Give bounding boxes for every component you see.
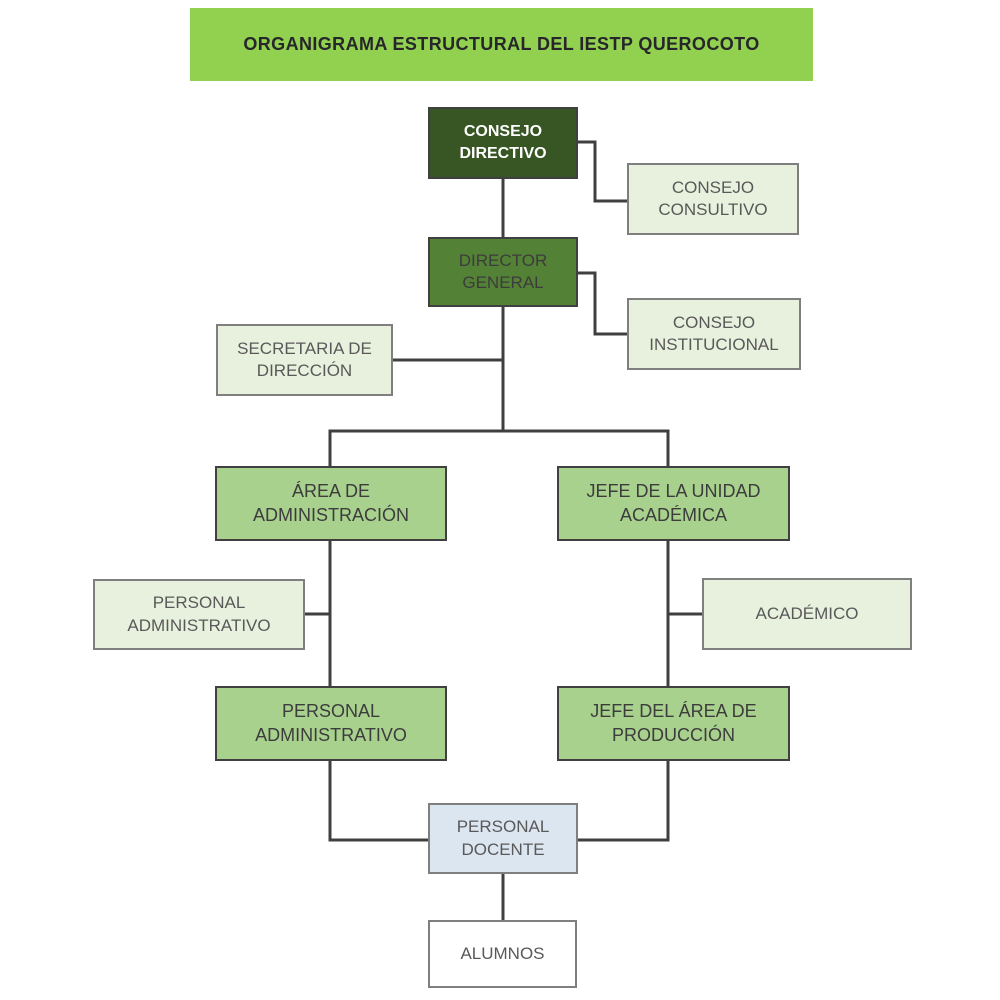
node-jefe-area-produccion-label: JEFE DEL ÁREA DE PRODUCCIÓN [590,701,757,745]
node-jefe-unidad-academica [557,466,790,541]
node-director-general [428,237,578,307]
node-academico-label: ACADÉMICO [755,603,859,623]
node-academico [702,578,912,650]
node-consejo-consultivo-label: CONSEJO CONSULTIVO [658,177,768,219]
node-secretaria-direccion [216,324,393,396]
node-consejo-institucional [627,298,801,370]
node-consejo-directivo [428,107,578,179]
edge-consejo-directivo-consejo-consultivo [578,142,627,201]
chart-title: ORGANIGRAMA ESTRUCTURAL DEL IESTP QUEROCOTO [243,34,760,54]
edge-personal-admin-docente [330,761,428,840]
node-personal-administrativo-area [215,686,447,761]
chart-title-bar [190,8,813,81]
node-area-administracion [215,466,447,541]
node-personal-administrativo-area-label: PERSONAL ADMINISTRATIVO [255,701,407,745]
node-personal-administrativo-staff-label: PERSONAL ADMINISTRATIVO [127,593,271,635]
node-director-general-label: DIRECTOR GENERAL [458,250,548,292]
node-personal-administrativo-staff [93,579,305,650]
node-consejo-directivo-label: CONSEJO DIRECTIVO [459,122,547,162]
edge-split-to-areas [330,431,668,466]
node-secretaria-direccion-label: SECRETARIA DE DIRECCIÓN [237,338,372,380]
edge-jefe-produccion-docente [578,761,668,840]
node-personal-docente-label: PERSONAL DOCENTE [456,817,550,859]
node-jefe-unidad-academica-label: JEFE DE LA UNIDAD ACADÉMICA [586,481,761,525]
node-jefe-area-produccion [557,686,790,761]
node-alumnos-label: ALUMNOS [460,943,545,963]
node-consejo-consultivo [627,163,799,235]
edge-director-general-consejo-institucional [578,273,627,334]
node-area-administracion-label: ÁREA DE ADMINISTRACIÓN [252,481,409,525]
node-consejo-institucional-label: CONSEJO INSTITUCIONAL [649,312,779,354]
node-personal-docente [428,803,578,874]
node-alumnos [428,920,577,988]
